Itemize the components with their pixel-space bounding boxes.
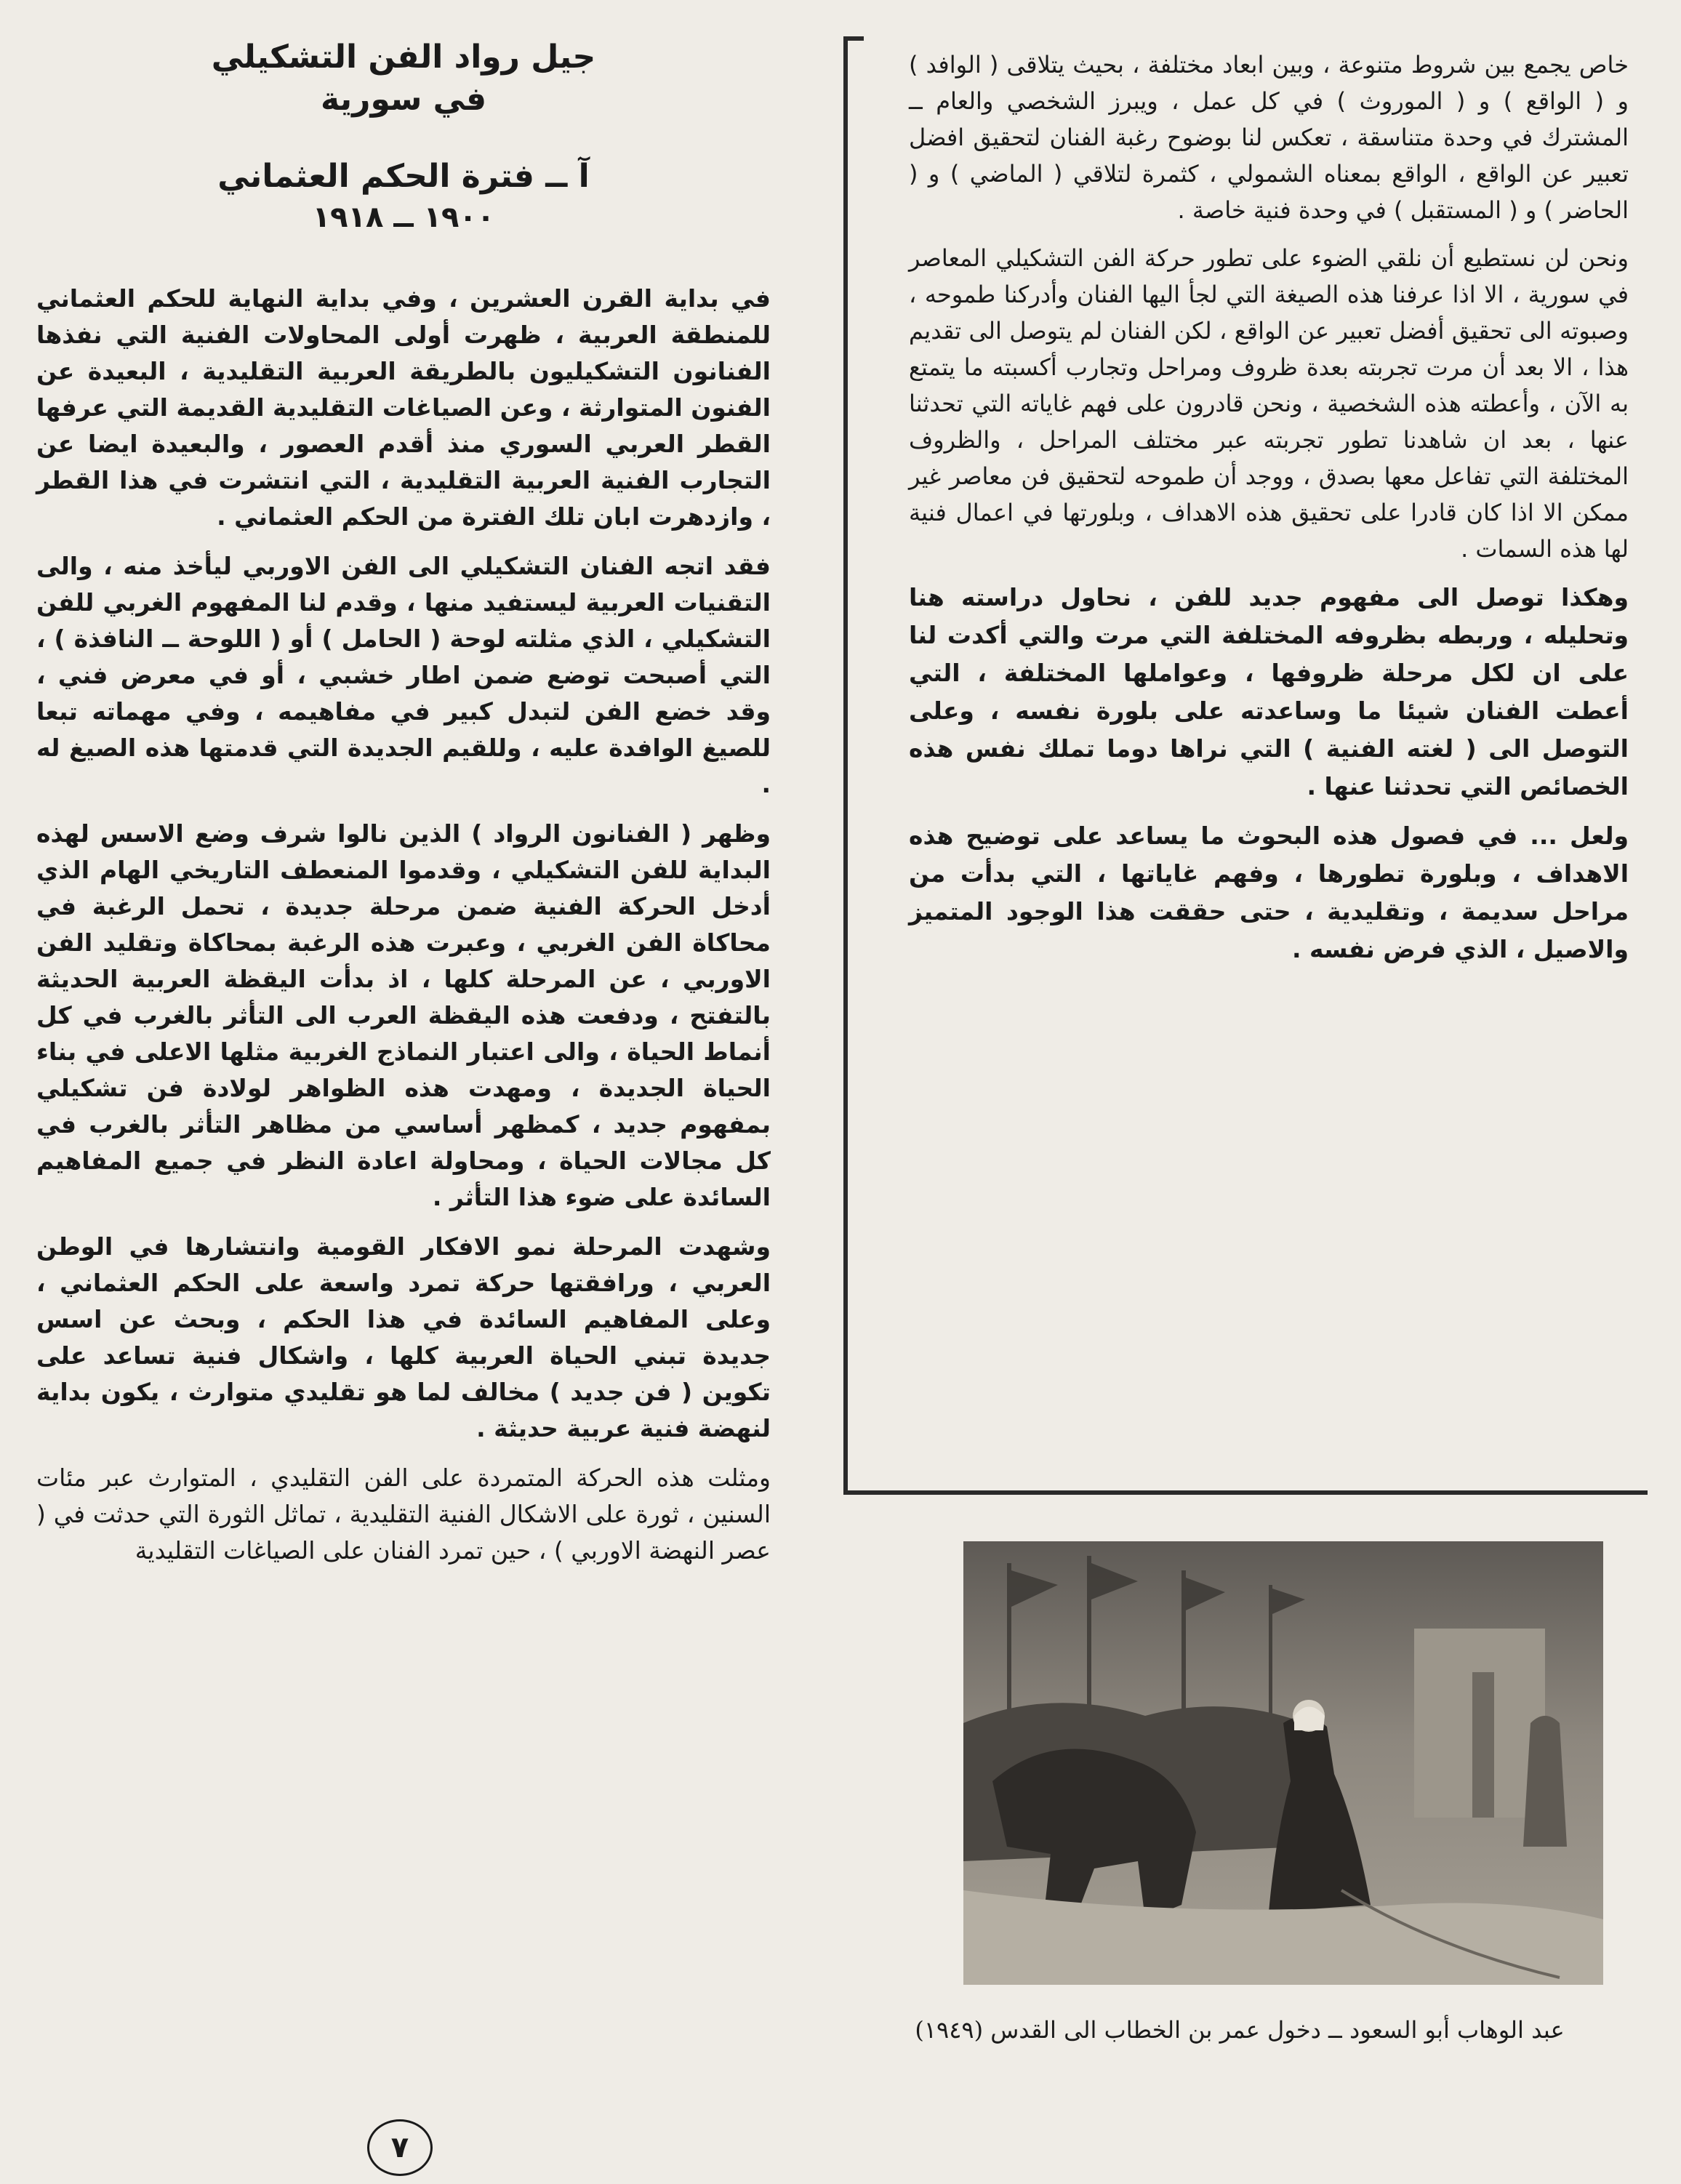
paragraph: وظهر ( الفنانون الرواد ) الذين نالوا شرف وضع الاسس لهذه البداية للفن التشكيلي ، وقدموا المنعطف التاريخي الهام الذي أدخل الحركة الفنية ضمن مرحلة جديدة ، تحمل الرغبة في محاكاة الفن الغربي ، وعبرت هذه الرغبة بمحاكاة وتقليد الفن الاوربي ، عن المرحلة كلها ، اذ بدأت اليقظة العربية الحديثة بالتفتح ، ودفعت هذه اليقظة العرب الى التأثر بالغرب في كل أنماط الحياة ، والى اعتبار النماذج الغربية مثلها الاعلى في بناء الحياة الجديدة ، ومهدت هذه الظواهر لولادة فن تشكيلي بمفهوم جديد ، كمظهر أساسي من مظاهر التأثر بالغرب في كل مجالات الحياة ، ومحاولة اعادة النظر في جميع المفاهيم السائدة على ضوء هذا التأثر .	[36, 819, 771, 1211]
paragraph: ومثلت هذه الحركة المتمردة على الفن التقليدي ، المتوارث عبر مئات السنين ، ثورة على الاشكال الفنية التقليدية ، تماثل الثورة التي حدثت في ( عصر النهضة الاوربي ) ، حين تمرد الفنان على الصياغات التقليدية	[36, 1464, 771, 1565]
figure-caption: عبد الوهاب أبو السعود ــ دخول عمر بن الخطاب الى القدس (١٩٤٩)	[915, 2016, 1565, 2044]
paragraph: وشهدت المرحلة نمو الافكار القومية وانتشارها في الوطن العربي ، ورافقتها حركة تمرد واسعة على الحكم العثماني ، وعلى المفاهيم السائدة في هذا الحكم ، وبحث عن اسس جديدة تبني الحياة العربية كلها ، واشكال فنية تساعد على تكوين ( فن جديد ) مخالف لما هو تقليدي متوارث ، يكون بداية لنهضة فنية عربية حديثة .	[36, 1232, 771, 1442]
title-line-1: جيل رواد الفن التشكيلي	[211, 39, 596, 76]
right-column	[843, 36, 1643, 1490]
section-title: آ ــ فترة الحكم العثماني	[217, 158, 590, 195]
paragraph: ونحن لن نستطيع أن نلقي الضوء على تطور حركة الفن التشكيلي المعاصر في سورية ، الا اذا عرفنا هذه الصيغة التي لجأ اليها الفنان وأدركنا طموحه ، وصبوته الى تحقيق أفضل تعبير عن الواقع ، لكن الفنان لم يتوصل الى تقديم هذا ، الا بعد أن مرت تجربته بعدة ظروف ومراحل وتجارب أكسبته ما يتمتع به الآن ، وأعطته هذه الشخصية ، ونحن قادرون على فهم غاياته التي تحدثنا عنها ، بعد ان شاهدنا تطور تجربته عبر مختلف المراحل ، والظروف المختلفة التي تفاعل معها بصدق ، ووجد أن طموحه لتحقيق فن معاصر غير ممكن الا اذا كان قادرا على تحقيق هذه الاهداف ، وبلورتها في اعمال فنية لها هذه السمات .	[909, 244, 1629, 563]
section-years: ١٩٠٠ ــ ١٩١٨	[312, 201, 495, 234]
paragraph: في بداية القرن العشرين ، وفي بداية النهاية للحكم العثماني للمنطقة العربية ، ظهرت أولى المحاولات الفنية التي نفذها الفنانون التشكيليون بالطريقة العربية التقليدية ، البعيدة عن الفنون المتوارثة ، وعن الصياغات التقليدية القديمة التي عرفها القطر العربي السوري منذ أقدم العصور ، والبعيدة ايضا عن التجارب الفنية العربية التقليدية ، التي انتشرت في هذا القطر ، وازدهرت ابان تلك الفترة من الحكم العثماني .	[36, 284, 771, 531]
chapter-heading	[36, 36, 771, 237]
right-column-text	[909, 47, 1629, 980]
paragraph: وهكذا توصل الى مفهوم جديد للفن ، نحاول دراسته هنا وتحليله ، وربطه بظروفه المختلفة التي مرت والتي أكدت لنا على ان لكل مرحلة ظروفها ، وعواملها المختلفة ، التي أعطت الفنان شيئا ما وساعدته على بلورة نفسه ، وعلى التوصل الى ( لغته الفنية ) التي نراها دوما تملك نفس هذه الخصائص التي تحدثنا عنها .	[909, 583, 1629, 800]
paragraph: فقد اتجه الفنان التشكيلي الى الفن الاوربي ليأخذ منه ، والى التقنيات العربية ليستفيد منها ، وقدم لنا المفهوم الغربي للفن التشكيلي ، الذي مثلته لوحة ( الحامل ) أو ( اللوحة ــ النافذة ) ، التي أصبحت توضع ضمن اطار خشبي ، أو في معرض فني ، وقد خضع الفن لتبدل كبير في مفاهيمه ، وفي مهماته تبعا للصيغ الوافدة عليه ، وللقيم الجديدة التي قدمتها هذه الصيغ له .	[36, 552, 771, 798]
left-column	[36, 36, 771, 2101]
paragraph: ولعل ... في فصول هذه البحوث ما يساعد على توضيح هذه الاهداف ، وبلورة تطورها ، وفهم غاياتها ، التي بدأت من مراحل سديمة ، وتقليدية ، حتى حققت هذا الوجود المتميز والاصيل ، الذي فرض نفسه .	[909, 822, 1629, 963]
painting-image	[963, 1541, 1603, 1985]
title-line-2: في سورية	[320, 81, 487, 118]
painting-illustration	[963, 1541, 1603, 1985]
paragraph: خاص يجمع بين شروط متنوعة ، وبين ابعاد مختلفة ، بحيث يتلاقى ( الوافد ) و ( الواقع ) و ( الموروث ) في كل عمل ، ويبرز الشخصي والعام ــ المشترك في وحدة متناسقة ، تعكس لنا بوضوح رغبة الفنان لتحقيق افضل تعبير عن الواقع ، الواقع بمعناه الشمولي ، كثمرة لتلاقي ( الماضي ) و ( الحاضر ) و ( المستقبل ) في وحدة فنية خاصة .	[909, 51, 1629, 224]
page-number: ٧	[367, 2119, 433, 2176]
